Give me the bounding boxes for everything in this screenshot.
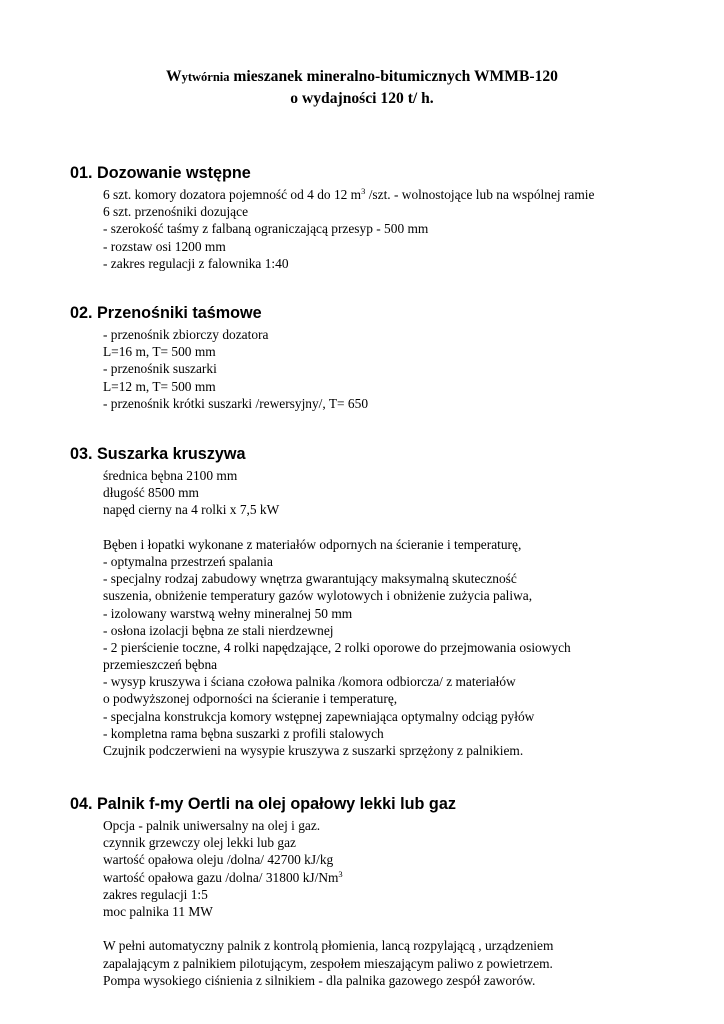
text-line: zapalającym z palnikiem pilotującym, zespołem mieszającym paliwo z powietrzem. bbox=[103, 955, 553, 971]
title-smallcaps-part: ytwórnia bbox=[181, 70, 230, 84]
paragraph-gap bbox=[103, 920, 553, 937]
text-line: - specjalna konstrukcja komory wstępnej zapewniająca optymalny odciąg pyłów bbox=[103, 708, 535, 724]
text-line: moc palnika 11 MW bbox=[103, 903, 213, 919]
section-heading: 01. Dozowanie wstępne bbox=[70, 164, 251, 182]
text-line: W pełni automatyczny palnik z kontrolą płomienia, lancą rozpylającą , urządzeniem bbox=[103, 938, 554, 954]
text-line: - rozstaw osi 1200 mm bbox=[103, 238, 226, 254]
title-line-2: o wydajności 120 t/ h. bbox=[290, 90, 434, 107]
text-line: 6 szt. przenośniki dozujące bbox=[103, 204, 249, 220]
document-title bbox=[0, 66, 724, 109]
text-line: - zakres regulacji z falownika 1:40 bbox=[103, 255, 289, 271]
text-line: suszenia, obniżenie temperatury gazów wylotowych i obniżenie zużycia paliwa, bbox=[103, 588, 533, 604]
text-line: przemieszczeń bębna bbox=[103, 657, 218, 673]
text-line: czynnik grzewczy olej lekki lub gaz bbox=[103, 835, 296, 851]
text-line: 6 szt. komory dozatora pojemność od 4 do 12 $m^3$ /szt. - wolnostojące lub na wspólnej ramie bbox=[103, 186, 595, 202]
text-line: Czujnik podczerwieni na wysypie kruszywa z suszarki sprzężony z palnikiem. bbox=[103, 743, 524, 758]
text-line: - 2 pierścienie toczne, 4 rolki napędzające, 2 rolki oporowe do przejmowania osiowych bbox=[103, 639, 571, 655]
text-line: - przenośnik krótki suszarki /rewersyjny/, T= 650 bbox=[103, 395, 369, 411]
text-line: wartość opałowa gazu /dolna/ 31800 kJ/Nm$^3$ bbox=[103, 868, 343, 885]
section-body bbox=[103, 326, 368, 412]
text-line: Pompa wysokiego ciśnienia z silnikiem - dla palnika gazowego zespół zaworów. bbox=[103, 972, 536, 988]
text-line: - przenośnik zbiorczy dozatora bbox=[103, 327, 269, 342]
section-body bbox=[103, 817, 553, 989]
text-line: - wysyp kruszywa i ściana czołowa palnika /komora odbiorcza/ z materiałów bbox=[103, 674, 516, 690]
text-line: Opcja - palnik uniwersalny na olej i gaz. bbox=[103, 818, 321, 833]
text-line: L=12 m, T= 500 mm bbox=[103, 378, 216, 394]
paragraph-gap bbox=[103, 519, 571, 536]
text-line: L=16 m, T= 500 mm bbox=[103, 344, 216, 360]
section-heading: 02. Przenośniki taśmowe bbox=[70, 304, 262, 322]
text-line: wartość opałowa oleju /dolna/ 42700 kJ/kg bbox=[103, 852, 334, 868]
text-line: - optymalna przestrzeń spalania bbox=[103, 553, 273, 569]
text-line: Bęben i łopatki wykonane z materiałów odpornych na ścieranie i temperaturę, bbox=[103, 536, 522, 552]
text-line: - osłona izolacji bębna ze stali nierdzewnej bbox=[103, 622, 334, 638]
text-line: - szerokość taśmy z falbaną ograniczającą przesyp - 500 mm bbox=[103, 221, 429, 237]
text-line: - specjalny rodzaj zabudowy wnętrza gwarantujący maksymalną skuteczność bbox=[103, 571, 517, 587]
section-heading: 04. Palnik f-my Oertli na olej opałowy lekki lub gaz bbox=[70, 795, 456, 813]
title-line-1: Wytwórnia mieszanek mineralno-bitumicznych WMMB-120 bbox=[166, 68, 558, 85]
text-line: średnica bębna 2100 mm bbox=[103, 468, 238, 483]
text-line: napęd cierny na 4 rolki x 7,5 kW bbox=[103, 502, 280, 518]
section-heading: 03. Suszarka kruszywa bbox=[70, 445, 246, 463]
text-line: długość 8500 mm bbox=[103, 485, 199, 501]
text-line: - kompletna rama bębna suszarki z profili stalowych bbox=[103, 725, 384, 741]
section-body bbox=[103, 467, 571, 759]
text-line: o podwyższonej odporności na ścieranie i temperaturę, bbox=[103, 691, 398, 707]
text-line: zakres regulacji 1:5 bbox=[103, 886, 208, 902]
section-body bbox=[103, 186, 594, 272]
text-line: - przenośnik suszarki bbox=[103, 361, 217, 377]
text-line: - izolowany warstwą wełny mineralnej 50 mm bbox=[103, 605, 353, 621]
